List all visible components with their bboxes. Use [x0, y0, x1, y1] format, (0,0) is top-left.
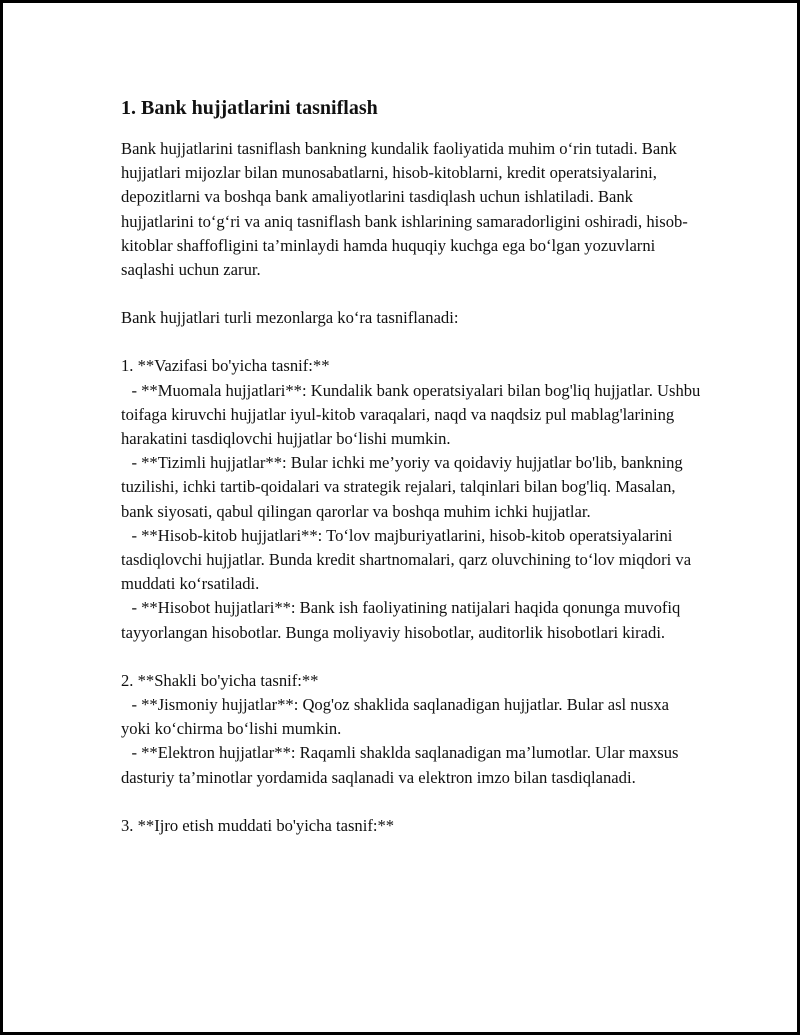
- spacer: [121, 645, 701, 669]
- criteria-intro: Bank hujjatlari turli mezonlarga ko‘ra tasniflanadi:: [121, 308, 459, 328]
- section-heading: 1. **Vazifasi bo'yicha tasnif:**: [121, 356, 330, 376]
- intro-paragraph: Bank hujjatlarini tasniflash bankning kundalik faoliyatida muhim o‘rin tutadi. Bank hujjatlari mijozlar bilan munosabatlarni, hisob-kitoblarni, kredit operatsiyalarini, depozitlarni va boshqa bank amaliyotlarini tasdiqlash uchun ishlatiladi. Bank hujjatlarini to‘g‘ri va aniq tasniflash bank ishlarining samaradorligini oshiradi, hisob-kitoblar shaffofligini ta’minlaydi hamda huquqiy kuchga ega bo‘lgan yozuvlarni saqlashi uchun zarur.: [121, 139, 688, 280]
- list-item: - **Elektron hujjatlar**: Raqamli shaklda saqlanadigan ma’lumotlar. Ular maxsus dasturiy ta’minotlar yordamida saqlanadi va elektron imzo bilan tasdiqlanadi.: [121, 743, 679, 787]
- list-item: - **Hisobot hujjatlari**: Bank ish faoliyatining natijalari haqida qonunga muvofiq tayyorlangan hisobotlar. Bunga moliyaviy hisobotlar, auditorlik hisobotlari kiradi.: [121, 598, 681, 642]
- list-item: - **Jismoniy hujjatlar**: Qog'oz shaklida saqlanadigan hujjatlar. Bular asl nusxa yoki ko‘chirma bo‘lishi mumkin.: [121, 695, 670, 739]
- section-heading: 2. **Shakli bo'yicha tasnif:**: [121, 670, 319, 690]
- section-heading: 3. **Ijro etish muddati bo'yicha tasnif:**: [121, 815, 395, 835]
- document-body: [121, 95, 701, 838]
- spacer: [121, 330, 701, 354]
- document-heading: 1. Bank hujjatlarini tasniflash: [121, 97, 378, 119]
- list-item: - **Tizimli hujjatlar**: Bular ichki me’yoriy va qoidaviy hujjatlar bo'lib, bankning tuzilishi, ichki tartib-qoidalari va strategik rejalari, talqinlari bilan bog'liq. Masalan, bank siyosati, qabul qilingan qarorlar va boshqa muhim ichki hujjatlar.: [121, 453, 683, 521]
- list-item: - **Muomala hujjatlari**: Kundalik bank operatsiyalari bilan bog'liq hujjatlar. Ushbu toifaga kiruvchi hujjatlar iyul-kitob varaqalari, naqd va naqdsiz pul mablag'larining harakatini tasdiqlovchi hujjatlar bo‘lishi mumkin.: [121, 380, 701, 449]
- spacer: [121, 790, 701, 814]
- spacer: [121, 282, 701, 306]
- list-item: - **Hisob-kitob hujjatlari**: To‘lov majburiyatlarini, hisob-kitob operatsiyalarini tasdiqlovchi hujjatlar. Bunda kredit shartnomalari, qarz oluvchining to‘lov miqdori va muddati ko‘rsatiladi.: [121, 525, 692, 594]
